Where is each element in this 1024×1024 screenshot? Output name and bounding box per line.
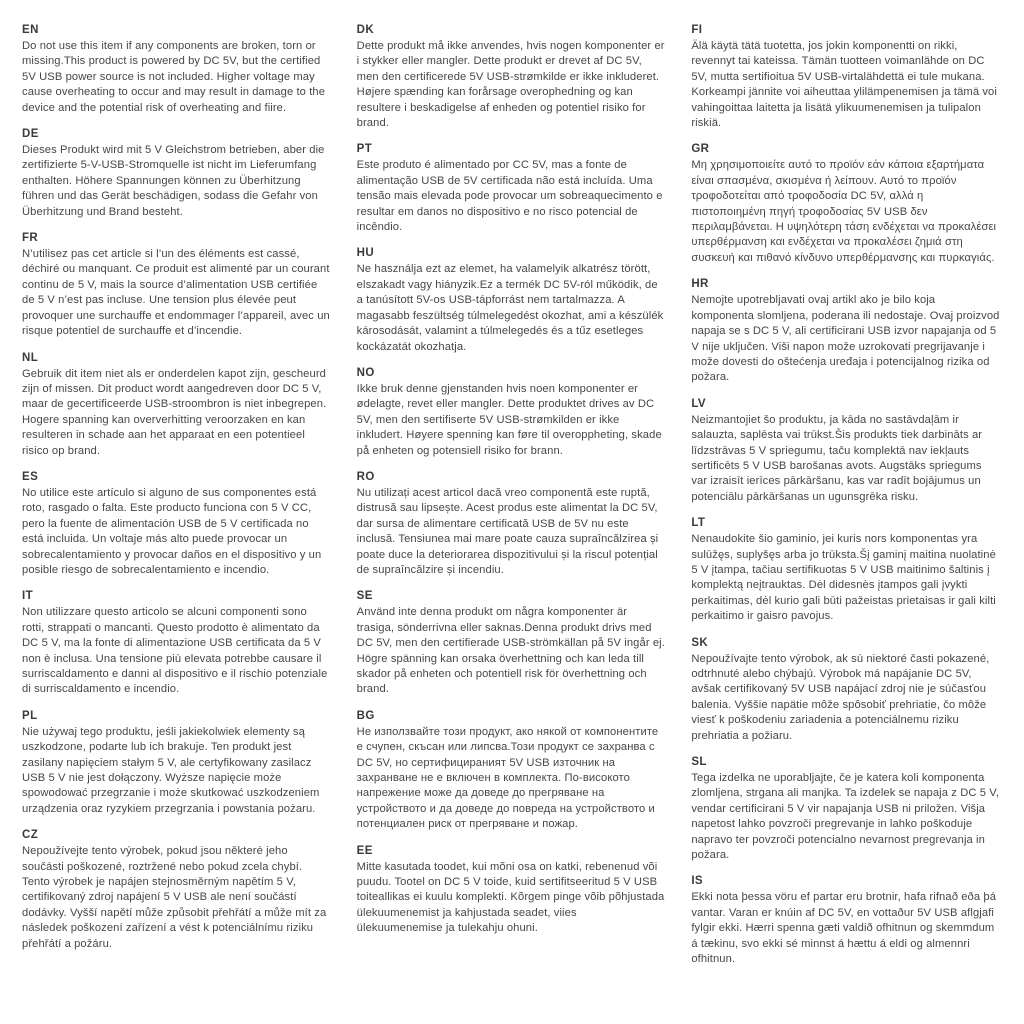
language-code-heading: EE	[356, 844, 373, 857]
warning-text: Tega izdelka ne uporabljajte, če je katera koli komponenta zlomljena, strgana ali manjka. Ta izdelek se napaja z DC 5 V, vendar certificirani 5 V vir napajanja USB ni priložen. Višja napetost lahko povzroči pregrevanje in lahko poškoduje napravo ter povzroči potencialno nevarnost pregrevanja in požara.	[691, 772, 1000, 862]
warning-text: Nepoužívejte tento výrobek, pokud jsou některé jeho součásti poškozené, roztržené nebo pokud zcela chybí. Tento výrobek je napájen stejnosměrným napětím 5 V, certifikovaný zdroj napájení 5 V USB ale není součástí dodávky. Vyšší napětí může způsobit přehřátí a může mít za následek poškození zařízení a vést k potenciálnímu riziku přehřátí a požáru.	[22, 845, 327, 950]
warning-text: Använd inte denna produkt om några komponenter är trasiga, sönderrivna eller saknas.Denna produkt drivs med DC 5V, men den certifierade USB-strömkällan på 5V ingår ej. Högre spänning kan orsaka överhettning och kan leda till skador på enheten och potentiell risk för överhettning och brand.	[356, 606, 665, 696]
lang-section-sk	[691, 637, 1000, 744]
language-code-heading: ES	[22, 470, 39, 483]
warning-text: Nenaudokite šio gaminio, jei kuris nors komponentas yra sulūžęs, suplyšęs arba jo trūksta.Šį gaminį maitina nuolatinė 5 V įtampa, tačiau sertifikuotas 5 V USB maitinimo šaltinis į komplektą neįtrauktas. Dėl didesnės įtampos gali įvykti perkaitimas, dėl kurio gali būti pažeistas prietaisas ir gali kilti perkaitimo ir gaisro pavojus.	[691, 533, 996, 623]
language-code-heading: EN	[22, 24, 39, 36]
warning-text: Neizmantojiet šo produktu, ja kāda no sastāvdaļām ir salauzta, saplēsta vai trūkst.Šis produkts tiek darbināts ar līdzstrāvas 5 V spriegumu, taču komplektā nav iekļauts sertificēts 5 V USB barošanas avots. Augstāks spriegums var izraisīt ierīces pārkāršanu, kas var radīt bojājumus un potenciālu pārkāršanas un ugunsgrēka risku.	[691, 413, 983, 503]
language-code-heading: DK	[356, 24, 375, 36]
warning-text: Nie używaj tego produktu, jeśli jakiekolwiek elementy są uszkodzone, podarte lub ich brakuje. Ten produkt jest zasilany napięciem stałym 5 V, ale certyfikowany zasilacz USB 5 V nie jest dołączony. Wyższe napięcie może spowodować przegrzanie i może skutkować uszkodzeniem urządzenia oraz ryzykiem przegrzania i powstania pożaru.	[22, 725, 320, 815]
lang-section-en	[22, 24, 331, 116]
warning-text: Ne használja ezt az elemet, ha valamelyik alkatrész törött, elszakadt vagy hiányzik.Ez a termék DC 5V-ról működik, de a tanúsított 5V-os USB-tápforrást nem tartalmazza. A magasabb feszültség túlmelegedést okozhat, ami a készülék károsodását, valamint a túlmelegedés és a tűz esetleges kockázatát okozhatja.	[356, 263, 664, 353]
warning-text: Do not use this item if any components are broken, torn or missing.This product is powered by DC 5V, but the certified 5V USB power source is not included. Higher voltage may cause overheating to occur and may result in damage to the device and the potential risk of overheating and fiire.	[22, 40, 326, 114]
lang-section-hu	[357, 247, 666, 354]
column-1	[22, 24, 331, 1014]
language-code-heading: PT	[356, 143, 373, 156]
language-code-heading: SK	[691, 636, 709, 649]
lang-section-ro	[357, 471, 666, 578]
warning-text: Не използвайте този продукт, ако някой от компонентите е счупен, скъсан или липсва.Този продукт се захранва с DC 5V, но сертифицираният 5V USB източник на захранване не е включен в комплекта. По-високото напрежение може да доведе до прегряване на устройството и да доведе до повреда на устройството и потенциален риск от прегряване и пожар.	[356, 725, 659, 831]
warning-text: Dieses Produkt wird mit 5 V Gleichstrom betrieben, aber die zertifizierte 5-V-USB-Stromquelle ist nicht im Lieferumfang enthalten. Höhere Spannungen können zu Überhitzung führen und das Gerät beschädigen, sodass die Gefahr von Überhitzung und Brand besteht.	[22, 144, 325, 218]
lang-section-dk	[357, 24, 666, 131]
warning-text: Nepoužívajte tento výrobok, ak sú niektoré časti pokazené, odtrhnuté alebo chýbajú. Výrobok má napájanie DC 5V, avšak certifikovaný 5V USB napájací zdroj nie je súčasťou balenia. Vyššie napätie môže spôsobiť prehriatie, čo môže viesť k poškodeniu zariadenia a potenciálnemu riziku prehriatia a požiaru.	[691, 652, 990, 742]
lang-section-de	[22, 128, 331, 220]
lang-section-is	[691, 875, 1000, 967]
language-code-heading: NL	[22, 351, 39, 364]
language-code-heading: LT	[691, 517, 706, 530]
lang-section-hr	[691, 278, 1000, 385]
warning-text: Mitte kasutada toodet, kui mõni osa on katki, rebenenud või puudu. Tootel on DC 5 V toide, kuid sertifitseeritud 5 V USB toiteallikas ei kuulu komplekti. Kõrgem pinge võib põhjustada ülekuumenemist ja kahjustada seadet, viies ülekuumenemise ja tulekahju ohuni.	[356, 860, 665, 935]
lang-section-nl	[22, 352, 331, 459]
language-code-heading: FI	[691, 24, 703, 36]
language-code-heading: NO	[356, 366, 375, 379]
lang-section-sl	[691, 756, 1000, 863]
warning-text: Nu utilizați acest articol dacă vreo componentă este ruptă, distrusă sau lipsește. Acest produs este alimentat la DC 5V, dar sursa de alimentare certificată USB de 5V nu este inclusă. Tensiunea mai mare poate cauza supraîncălzirea și poate duce la deteriorarea dispozitivului și la riscul potențial de supraîncălzire și incendiu.	[356, 486, 659, 576]
warning-text: Gebruik dit item niet als er onderdelen kapot zijn, gescheurd zijn of missen. Dit product wordt aangedreven door DC 5 V, maar de gecertificeerde USB-stroombron is niet inbegrepen. Hogere spanning kan oververhitting veroorzaken en kan resulteren in schade aan het apparaat en een potentieel risico op brand.	[22, 367, 327, 457]
language-code-heading: HU	[356, 247, 375, 260]
lang-section-lv	[691, 398, 1000, 505]
language-code-heading: IT	[22, 590, 34, 603]
lang-section-fi	[691, 24, 1000, 131]
warning-text: Älä käytä tätä tuotetta, jos jokin komponentti on rikki, revennyt tai kateissa. Tämän tuotteen voimanlähde on DC 5V, mutta sertifioitua 5V USB-virtalähdettä ei tule mukana. Korkeampi jännite voi aiheuttaa ylilämpenemisen ja tämä voi vahingoittaa laitetta ja lisätä ylikuumenemisen ja tulipalon riskiä.	[691, 40, 997, 130]
lang-section-bg	[357, 710, 666, 833]
language-code-heading: CZ	[22, 829, 39, 842]
language-code-heading: IS	[691, 875, 703, 888]
language-code-heading: SL	[691, 756, 707, 769]
lang-section-gr	[691, 143, 1000, 266]
language-code-heading: RO	[356, 470, 375, 483]
language-code-heading: LV	[691, 397, 706, 410]
lang-section-it	[22, 590, 331, 697]
warning-text: N’utilisez pas cet article si l’un des éléments est cassé, déchiré ou manquant. Ce produit est alimenté par un courant continu de 5 V, mais la source d’alimentation USB certifiée de 5 V n’est pas incluse. Une tension plus élevée peut provoquer une surchauffe et endommager l’appareil, avec un risque potentiel de surchauffe et d’incendie.	[22, 248, 330, 338]
warning-text: Este produto é alimentado por CC 5V, mas a fonte de alimentação USB de 5V certificada não está incluída. Uma tensão mais elevada pode provocar um sobreaquecimento e resultar em danos no dispositivo e no risco potencial de incêndio.	[356, 159, 663, 234]
language-code-heading: FR	[22, 232, 39, 245]
language-code-heading: DE	[22, 128, 39, 141]
lang-section-ee	[357, 845, 666, 937]
warning-text: Ekki nota þessa vöru ef partar eru brotnir, hafa rifnað eða þá vantar. Varan er knúin af DC 5V, en vottaður 5V USB aflgjafi fylgir ekki. Hærri spenna gæti valdið ofhitnun og skemmdum á tækinu, svo ekki sé minnst á hættu á eldi og almennri ofhitnun.	[691, 891, 997, 966]
warning-text: Non utilizzare questo articolo se alcuni componenti sono rotti, strappati o mancanti. Questo prodotto è alimentato da DC 5 V, ma la fonte di alimentazione USB certificata da 5 V non è inclusa. Una tensione più elevata potrebbe causare il surriscaldamento e danni al dispositivo e il rischio potenziale di surriscaldamento e incendio.	[22, 606, 328, 696]
language-code-heading: BG	[356, 709, 375, 722]
warning-text: Μη χρησιμοποιείτε αυτό το προϊόν εάν κάποια εξαρτήματα είναι σπασμένα, σκισμένα ή λείπουν. Αυτό το προϊόν τροφοδοτείται από τροφοδοσία DC 5V, αλλά η πιστοποιημένη πηγή τροφοδοσίας 5V USB δεν περιλαμβάνεται. Η υψηλότερη τάση ενδέχεται να προκαλέσει υπερθέρμανση και ενδέχεται να προκαλέσει ζημιά στη συσκευή και πιθανό κίνδυνο υπερθέρμανσης και πυρκαγιάς.	[691, 159, 997, 264]
warning-text: Nemojte upotrebljavati ovaj artikl ako je bilo koja komponenta slomljena, poderana ili nedostaje. Ovaj proizvod napaja se s DC 5 V, ali certificirani USB izvor napajanja od 5 V nije uključen. Viši napon može uzrokovati pregrijavanje i može dovesti do oštećenja uređaja i potencijalnog rizika od požara.	[691, 294, 1000, 384]
lang-section-fr	[22, 232, 331, 339]
lang-section-pl	[22, 710, 331, 817]
column-3	[691, 24, 1000, 1014]
language-code-heading: HR	[691, 278, 709, 291]
lang-section-cz	[22, 829, 331, 952]
lang-section-no	[357, 367, 666, 459]
lang-section-es	[22, 471, 331, 578]
language-code-heading: PL	[22, 709, 38, 722]
warning-text: Ikke bruk denne gjenstanden hvis noen komponenter er ødelagte, revet eller mangler. Dette produktet drives av DC 5V, men den sertifiserte 5V USB-strømkilden er ikke inkludert. Høyere spenning kan føre til overoppheting, skade på enheten og potensiell risiko for brann.	[356, 382, 662, 457]
lang-section-pt	[357, 143, 666, 235]
language-code-heading: GR	[691, 143, 710, 156]
column-2	[357, 24, 666, 1014]
warning-text: No utilice este artículo si alguno de sus componentes está roto, rasgado o falta. Este producto funciona con 5 V CC, pero la fuente de alimentación USB de 5 V certificada no está incluida. Un voltaje más alto puede provocar un sobrecalentamiento y provocar daños en el dispositivo y un posible riesgo de sobrecalentamiento e incendio.	[22, 486, 322, 576]
warning-text: Dette produkt må ikke anvendes, hvis nogen komponenter er i stykker eller mangler. Dette produkt er drevet af DC 5V, men den certificerede 5V USB-strømkilde er ikke inkluderet. Højere spænding kan forårsage overophedning og kan resultere i beskadigelse af enheden og potentiel risiko for brand.	[356, 40, 665, 130]
lang-section-lt	[691, 517, 1000, 624]
language-code-heading: SE	[356, 590, 373, 603]
lang-section-se	[357, 590, 666, 697]
